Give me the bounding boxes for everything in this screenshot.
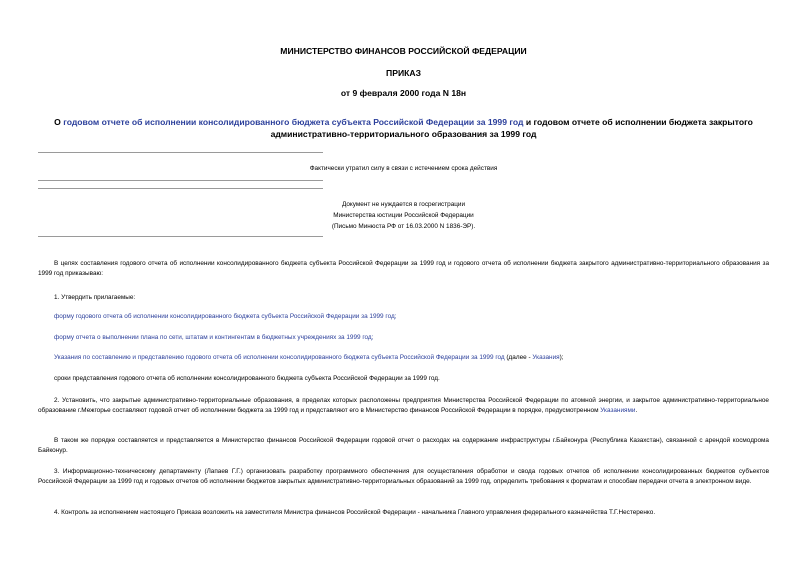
registration-line-3: (Письмо Минюста РФ от 16.03.2000 N 1836-ЭР). (331, 223, 476, 230)
document-title (38, 116, 769, 140)
title-suffix: и годовом отчете об исполнении бюджета закрытого административно-территориального образования за 1999 год (270, 117, 753, 139)
link-instructions-ref[interactable]: Указаниями (600, 407, 636, 415)
instructions-item (54, 353, 769, 363)
item-1: 1. Утвердить прилагаемые: (54, 294, 136, 301)
instructions-suffix-a: (далее - (504, 354, 533, 361)
baikonur-paragraph: В таком же порядке составляется и представляется в Министерство финансов Российской Федерации годовой отчет о расходах на содержание инфраструктуры г.Байконура (Республика Казахстан), связанной с арендой космодрома Байконур. (38, 437, 769, 455)
divider (38, 188, 323, 189)
expired-note: Фактически утратил силу в связи с истечением срока действия (309, 165, 498, 172)
ministry-heading: МИНИСТЕРСТВО ФИНАНСОВ РОССИЙСКОЙ ФЕДЕРАЦИИ (280, 46, 527, 56)
link-instructions[interactable]: Указания по составлению и представлению годового отчета об исполнении консолидированного бюджета субъекта Российской Федерации за 1999 год (54, 354, 505, 361)
divider (38, 236, 323, 237)
item-2 (38, 396, 769, 416)
registration-line-2: Министерства юстиции Российской Федерации (333, 212, 474, 219)
item-3: 3. Информационно-техническому департаменту (Лапаев Г.Г.) организовать разработку программного обеспечения для осуществления обработки и свода годовых отчетов об исполнении консолидированных бюджетов субъектов Российской Федерации за 1999 год и годовых отчетов об исполнении бюджетов закрытых административно-территориальных образований за 1999 год, определить требования к форматам и способам передачи отчета в электронном виде. (38, 468, 769, 486)
intro-paragraph: В целях составления годового отчета об исполнении консолидированного бюджета субъекта Российской Федерации за 1999 год и годового отчета об исполнении бюджета закрытого административно-территориального образования за 1999 год приказываю: (38, 260, 769, 278)
item-4: 4. Контроль за исполнением настоящего Приказа возложить на заместителя Министра финансов Российской Федерации - начальника Главного управления федерального казначейства Т.Г.Нестеренко. (54, 509, 656, 516)
title-prefix: О (54, 117, 64, 127)
registration-line-1: Документ не нуждается в госрегистрации (341, 201, 466, 208)
title-link[interactable]: годовом отчете об исполнении консолидированного бюджета субъекта Российской Федерации за 1999 год (63, 117, 524, 127)
document-date-number: от 9 февраля 2000 года N 18н (340, 88, 467, 98)
link-network-plan-form[interactable]: форму отчета о выполнении плана по сети, штатам и контингентам в бюджетных учреждениях за 1999 год; (54, 334, 374, 341)
link-report-form[interactable]: форму годового отчета об исполнении консолидированного бюджета субъекта Российской Федерации за 1999 год; (54, 313, 397, 320)
link-instructions-short[interactable]: Указания (532, 354, 560, 361)
item-2-text: 2. Установить, что закрытые административно-территориальные образования, в пределах которых расположены предприятия Министерства Российской Федерации по атомной энергии, и закрытое административно-территориальное образование г.Межгорье составляют годовой отчет об исполнении бюджета за 1999 год и представляют его в Министерство финансов Российской Федерации в порядке, предусмотренном (38, 397, 769, 415)
divider (38, 180, 323, 181)
registration-note (0, 199, 807, 232)
item-2-end: . (635, 407, 638, 415)
document-type: ПРИКАЗ (386, 68, 421, 78)
instructions-suffix-b: ); (559, 354, 564, 361)
deadlines-item: сроки представления годового отчета об исполнении консолидированного бюджета субъекта Российской Федерации за 1999 год. (54, 375, 440, 382)
divider (38, 152, 323, 153)
